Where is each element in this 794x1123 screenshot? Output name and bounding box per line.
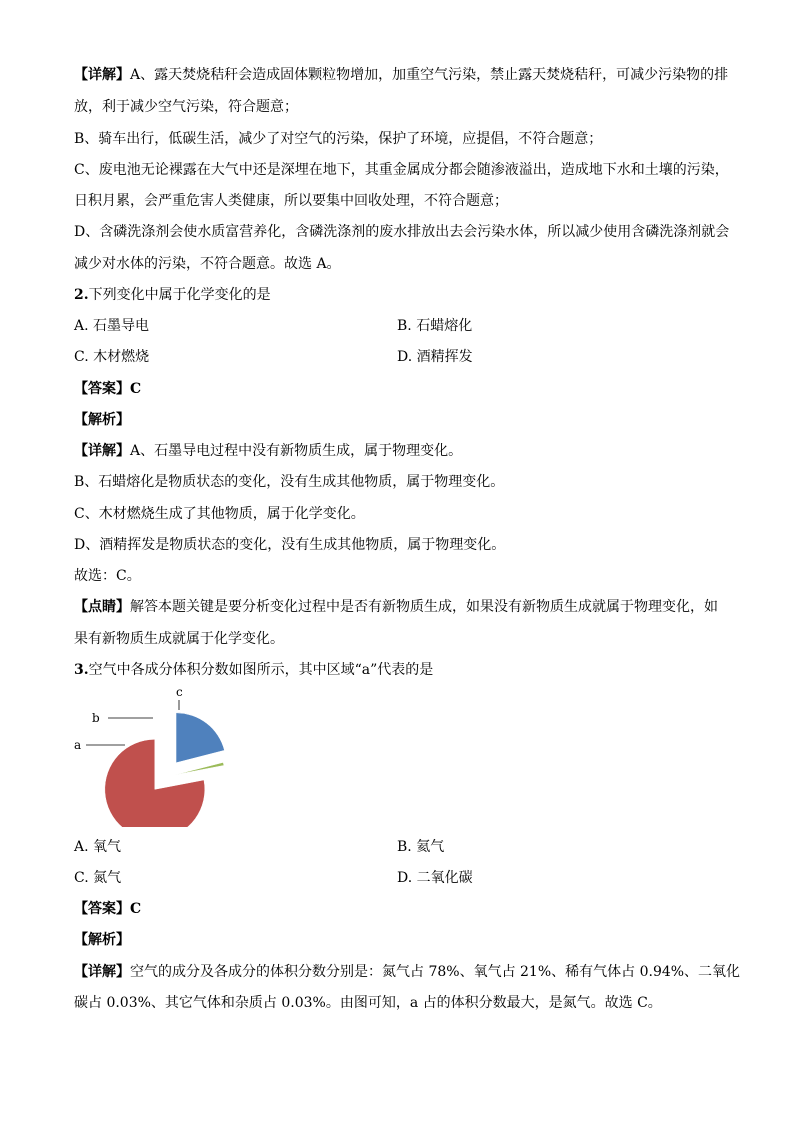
q2-option-c: C. 木材燃烧: [74, 349, 150, 365]
q3-option-d: D. 二氧化碳: [397, 870, 473, 886]
q3-explain-text: 空气的成分及各成分的体积分数分别是：氮气占 78%、氧气占 21%、稀有气体占 0.94%、二氧化: [130, 964, 741, 980]
question-number: 2.: [74, 287, 89, 303]
analysis-tag: 【解析】: [74, 932, 130, 948]
q2-tip-1: [74, 598, 718, 616]
q3-answer: [74, 900, 141, 918]
q2-explain-1: [74, 442, 462, 460]
q2-option-d: D. 酒精挥发: [397, 349, 473, 365]
q1-explain-line-6: D、含磷洗涤剂会使水质富营养化，含磷洗涤剂的废水排放出去会污染水体，所以减少使用含磷洗涤剂就会: [74, 224, 730, 240]
air-composition-pie-chart: [70, 682, 230, 827]
pie-slice-c: [176, 713, 224, 763]
answer-tag: 【答案】: [74, 381, 130, 397]
q3-explain-2: 碳占 0.03%、其它气体和杂质占 0.03%。由图可知，a 占的体积分数最大，是氮气。故选 C。: [74, 995, 662, 1011]
q2-option-b: B. 石蜡熔化: [397, 318, 473, 334]
q3-stem: [74, 661, 433, 679]
q3-analysis-tag: [74, 931, 130, 949]
pie-slice-b: [175, 762, 224, 774]
explain-tag: 【详解】: [74, 443, 130, 459]
q2-analysis-tag: [74, 411, 130, 429]
q1-explain-line-1: [74, 66, 728, 84]
answer-value: C: [130, 381, 142, 397]
pie-label-c: c: [176, 685, 183, 699]
q1-explain-text: A、露天焚烧秸秆会造成固体颗粒物增加，加重空气污染，禁止露天焚烧秸秆，可减少污染物的排: [130, 67, 729, 83]
q2-tip-2: 果有新物质生成就属于化学变化。: [74, 631, 284, 647]
question-text: 空气中各成分体积分数如图所示，其中区域“a”代表的是: [88, 662, 434, 678]
q1-explain-line-4: C、废电池无论裸露在大气中还是深埋在地下，其重金属成分都会随渗液溢出，造成地下水和土壤的污染，: [74, 162, 729, 178]
q2-answer: [74, 380, 141, 398]
pie-label-b: b: [92, 711, 100, 725]
answer-value: C: [130, 901, 142, 917]
question-text: 下列变化中属于化学变化的是: [88, 287, 271, 303]
answer-tag: 【答案】: [74, 901, 130, 917]
q3-option-a: A. 氧气: [74, 839, 122, 855]
q3-option-b: B. 氦气: [397, 839, 445, 855]
q2-explain-2: B、石蜡熔化是物质状态的变化，没有生成其他物质，属于物理变化。: [74, 474, 505, 490]
analysis-tag: 【解析】: [74, 412, 130, 428]
q2-explain-3: C、木材燃烧生成了其他物质，属于化学变化。: [74, 506, 365, 522]
question-number: 3.: [74, 662, 89, 678]
q2-explain-5: 故选：C。: [74, 568, 141, 584]
pie-label-a: a: [74, 738, 82, 752]
explain-tag: 【详解】: [74, 67, 130, 83]
tip-tag: 【点睛】: [74, 599, 130, 615]
q2-explain-text: A、石墨导电过程中没有新物质生成，属于物理变化。: [130, 443, 463, 459]
q1-explain-line-2: 放，利于减少空气污染，符合题意；: [74, 99, 298, 115]
q2-option-a: A. 石墨导电: [74, 318, 150, 334]
q1-explain-line-3: B、骑车出行，低碳生活，减少了对空气的污染，保护了环境，应提倡，不符合题意；: [74, 131, 603, 147]
q2-tip-text: 解答本题关键是要分析变化过程中是否有新物质生成，如果没有新物质生成就属于物理变化，如: [130, 599, 718, 615]
explain-tag: 【详解】: [74, 964, 130, 980]
q1-explain-line-7: 减少对水体的污染，不符合题意。故选 A。: [74, 256, 341, 272]
q2-stem: [74, 286, 271, 304]
q1-explain-line-5: 日积月累，会严重危害人类健康，所以要集中回收处理，不符合题意；: [74, 193, 508, 209]
q3-option-c: C. 氮气: [74, 870, 122, 886]
q2-explain-4: D、酒精挥发是物质状态的变化，没有生成其他物质，属于物理变化。: [74, 537, 506, 553]
q3-explain-1: [74, 963, 740, 981]
